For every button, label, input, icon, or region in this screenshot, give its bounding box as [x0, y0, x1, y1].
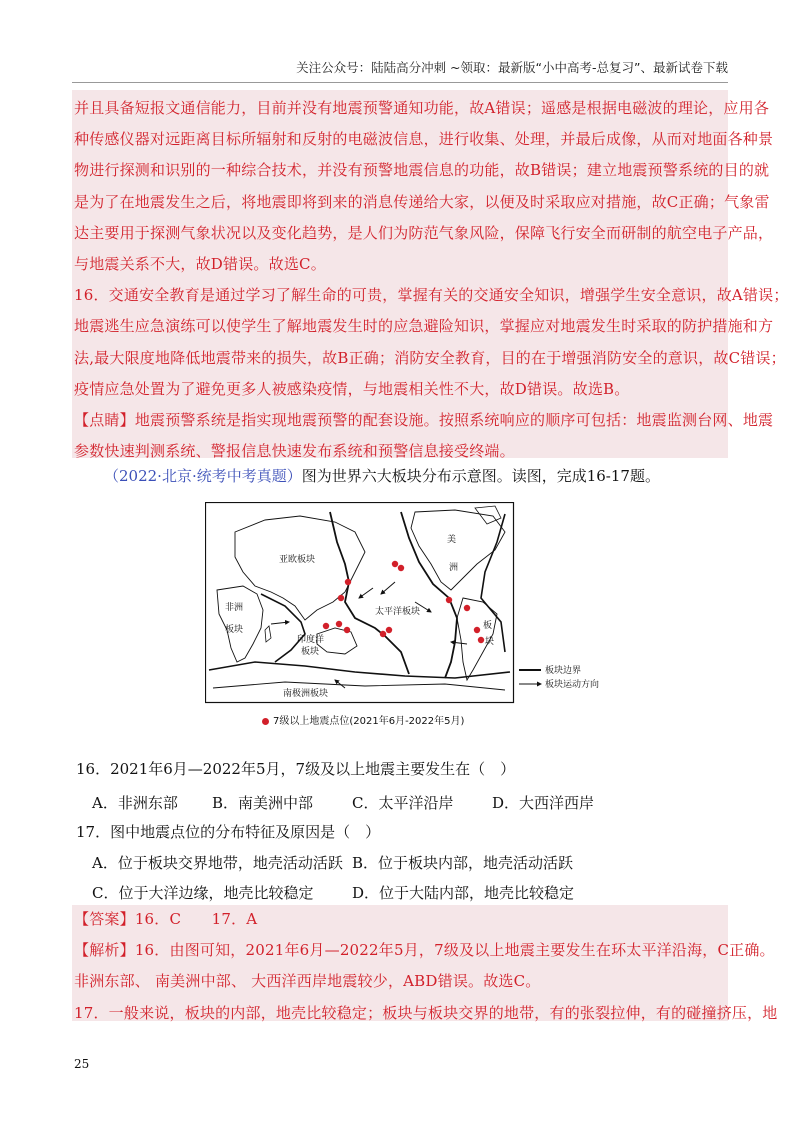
q16-option-d: D．大西洋西岸	[492, 794, 595, 812]
label-american-plate: 块	[485, 637, 495, 647]
explanation-line: 物进行探测和识别的一种综合技术，并没有预警地震信息的功能，故B错误；建立地震预警系统的目的就	[74, 161, 770, 180]
earthquake-point	[464, 605, 470, 611]
analysis-line: 17．一般来说，板块的内部，地壳比较稳定；板块与板块交界的地带，有的张裂拉伸，有的碰撞挤压，地	[74, 1003, 778, 1022]
earthquake-point	[344, 627, 350, 633]
analysis-text: 16．由图可知，2021年6月—2022年5月，7级及以上地震主要发生在环太平洋沿海，C正确。	[134, 941, 775, 960]
earthquake-point	[338, 595, 344, 601]
label-africa-plate: 非洲	[225, 603, 244, 613]
earthquake-point	[336, 621, 342, 627]
plate-map	[205, 502, 647, 724]
question-source: （2022·北京·统考中考真题）	[104, 467, 302, 485]
explanation-line: 法,最大限度地降低地震带来的损失，故B正确；消防安全教育，目的在于增强消防安全的意识，故C错误；	[74, 348, 786, 367]
dianqing-label: 【点睛】	[74, 411, 135, 430]
q17-option-b: B．位于板块内部，地壳活动活跃	[352, 854, 574, 872]
label-eurasian-plate: 亚欧板块	[279, 555, 316, 565]
earthquake-point	[392, 561, 398, 567]
top-explanation	[74, 93, 789, 467]
q16-option-b: B．南美洲中部	[212, 794, 314, 812]
explanation-line: 是为了在地震发生之后，将地震即将到来的消息传递给大家，以便及时采取应对措施，故C正确；气象雷	[74, 192, 770, 211]
q17-option-d: D．位于大陆内部，地壳比较稳定	[352, 884, 575, 902]
analysis-line: 非洲东部、 南美洲中部、 大西洋西岸地震较少，ABD错误。故选C。	[74, 972, 541, 991]
dianqing-line	[74, 405, 774, 436]
earthquake-point	[345, 579, 351, 585]
analysis-line	[74, 935, 775, 966]
label-american-plate: 美	[447, 535, 457, 545]
label-indian-plate: 印度洋	[297, 635, 325, 645]
label-africa-plate: 板块	[225, 625, 244, 635]
question-17-stem: 17．图中地震点位的分布特征及原因是（ ）	[76, 823, 381, 841]
explanation-line: 达主要用于探测气象状况以及变化趋势，是人们为防范气象风险，保障飞行安全而研制的航空电子产品，	[74, 223, 774, 242]
legend-dot-icon	[262, 718, 269, 725]
earthquake-point	[474, 627, 480, 633]
earthquake-point	[398, 565, 404, 571]
explanation-line: 种传感仪器对远距离目标所辐射和反射的电磁波信息，进行收集、处理，并最后成像，从而对地面各种景	[74, 130, 774, 149]
earthquake-point	[446, 597, 452, 603]
label-american-plate: 洲	[449, 563, 459, 573]
answer-line	[74, 904, 726, 935]
question-intro	[104, 465, 660, 486]
map-caption	[262, 712, 464, 727]
explanation-line: 并且具备短报文通信能力，目前并没有地震预警通知功能，故A错误；遥感是根据电磁波的理论，应用各	[74, 99, 770, 117]
label-indian-plate: 板块	[301, 647, 320, 657]
page-number: 25	[74, 1057, 90, 1071]
legend-motion: 板块运动方向	[545, 680, 600, 690]
explanation-line: 疫情应急处置为了避免更多人被感染疫情，与地震相关性不大，故D错误。故选B。	[74, 379, 630, 398]
analysis-label: 【解析】	[74, 941, 135, 960]
label-american-plate: 板	[483, 621, 493, 631]
question-intro-text: 图为世界六大板块分布示意图。读图，完成16-17题。	[301, 467, 660, 485]
explanation-line: 与地震关系不大，故D错误。故选C。	[74, 255, 326, 274]
q16-option-a: A．非洲东部	[92, 794, 178, 812]
label-pacific-plate: 太平洋板块	[375, 607, 421, 617]
answer-text: 16．C 17．A	[134, 910, 258, 928]
q16-option-c: C．太平洋沿岸	[352, 794, 454, 812]
legend-boundary: 板块边界	[545, 666, 582, 676]
explanation-line: 地震逃生应急演练可以使学生了解地震发生时的应急避险知识，掌握应对地震发生时采取的防护措施和方	[74, 317, 774, 336]
earthquake-point	[478, 637, 484, 643]
earthquake-point	[323, 623, 329, 629]
dianqing-text: 地震预警系统是指实现地震预警的配套设施。按照系统响应的顺序可包括：地震监测台网、地震	[134, 411, 774, 430]
dianqing-line: 参数快速判测系统、警报信息快速发布系统和预警信息接受终端。	[74, 442, 515, 461]
answer-block	[74, 904, 778, 1029]
q17-option-c: C．位于大洋边缘，地壳比较稳定	[92, 884, 314, 902]
earthquake-point	[380, 631, 386, 637]
label-antarctic-plate: 南极洲板块	[283, 689, 329, 699]
earthquake-point	[386, 627, 392, 633]
header-divider	[72, 82, 728, 83]
page-header: 关注公众号：陆陆高分冲刺 ~领取：最新版“小中高考-总复习”、最新试卷下载	[296, 60, 728, 75]
explanation-line: 16．交通安全教育是通过学习了解生命的可贵，掌握有关的交通安全知识，增强学生安全意识，故A错误；	[74, 286, 789, 305]
question-16-stem: 16．2021年6月—2022年5月，7级及以上地震主要发生在（ ）	[76, 760, 516, 778]
q17-option-a: A．位于板块交界地带，地壳活动活跃	[92, 854, 343, 872]
map-caption-text: 7级以上地震点位(2021年6月-2022年5月)	[273, 716, 465, 727]
answer-label: 【答案】	[74, 910, 135, 928]
